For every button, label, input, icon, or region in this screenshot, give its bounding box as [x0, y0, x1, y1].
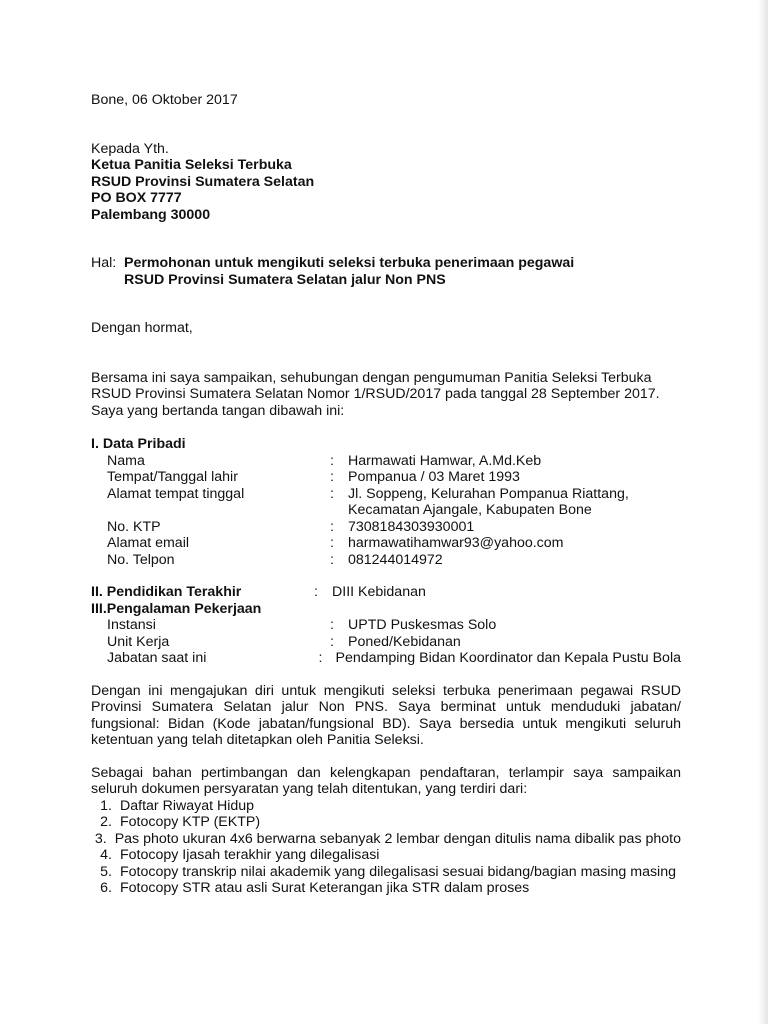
work-row-position — [91, 650, 681, 667]
education-heading: II. Pendidikan Terakhir — [91, 584, 242, 600]
list-text: Pas photo ukuran 4x6 berwarna sebanyak 2 lembar dengan ditulis nama dibalik pas photo — [114, 830, 681, 847]
field-colon: : — [330, 535, 334, 551]
personal-row-ktp — [91, 519, 681, 536]
list-item — [91, 864, 681, 881]
list-item — [91, 814, 681, 831]
recipient-line: PO BOX 7777 — [91, 190, 182, 206]
list-text: Fotocopy KTP (EKTP) — [120, 814, 261, 830]
field-value: Harmawati Hamwar, A.Md.Keb — [348, 452, 542, 469]
subject-line: RSUD Provinsi Sumatera Selatan jalur Non PNS — [124, 271, 446, 288]
education-section — [91, 584, 681, 601]
subject-block — [91, 255, 681, 288]
field-value — [348, 486, 681, 519]
field-colon: : — [330, 551, 334, 568]
field-label: Alamat email — [107, 535, 190, 551]
list-text: Fotocopy Ijasah terakhir yang dilegalisasi — [120, 847, 380, 863]
personal-row-phone — [91, 552, 681, 569]
recipient-line: RSUD Provinsi Sumatera Selatan — [91, 173, 315, 190]
field-value: harmawatihamwar93@yahoo.com — [348, 535, 564, 551]
work-heading: III.Pengalaman Pekerjaan — [91, 600, 262, 617]
personal-row-birth — [91, 469, 681, 486]
intro-line: Bersama ini saya sampaikan, sehubungan dengan pengumuman Panitia Seleksi Terbuka — [91, 369, 652, 386]
list-text: Daftar Riwayat Hidup — [120, 797, 255, 814]
field-colon: : — [330, 633, 334, 650]
intro-paragraph — [91, 370, 681, 420]
list-number: 3. — [94, 830, 107, 847]
list-item — [91, 847, 681, 864]
field-label: Tempat/Tanggal lahir — [107, 469, 238, 485]
list-item — [91, 798, 681, 815]
field-colon: : — [330, 452, 334, 469]
recipient-line: Ketua Panitia Seleksi Terbuka — [91, 157, 292, 173]
subject-text — [124, 255, 574, 288]
personal-row-address — [91, 486, 681, 519]
field-colon: : — [330, 485, 334, 502]
field-value: DIII Kebidanan — [332, 584, 426, 600]
address-line: Kecamatan Ajangale, Kabupaten Bone — [348, 502, 592, 518]
field-colon: : — [330, 617, 334, 633]
subject-line: Permohonan untuk mengikuti seleksi terbuka penerimaan pegawai — [124, 255, 575, 271]
list-number: 5. — [100, 863, 112, 880]
field-colon: : — [330, 469, 334, 485]
list-number: 6. — [100, 880, 112, 896]
personal-row-nama — [91, 453, 681, 470]
work-row-unit — [91, 634, 681, 651]
field-colon: : — [314, 584, 318, 600]
field-label: No. KTP — [107, 518, 161, 535]
work-row-instansi — [91, 617, 681, 634]
list-number: 4. — [100, 847, 112, 863]
letter-page — [91, 92, 681, 897]
list-item — [91, 880, 681, 897]
attachments-intro: Sebagai bahan pertimbangan dan kelengkapan pendaftaran, terlampir saya sampaikan seluruh dokumen persyaratan yang telah ditentukan, yang terdiri dari: — [91, 764, 681, 797]
field-colon: : — [318, 650, 323, 666]
field-label: Alamat tempat tinggal — [107, 485, 245, 502]
field-value: Pompanua / 03 Maret 1993 — [348, 469, 520, 485]
list-number: 1. — [100, 797, 112, 814]
list-text: Fotocopy STR atau asli Surat Keterangan jika STR dalam proses — [120, 880, 530, 896]
list-number: 2. — [100, 814, 112, 830]
field-value: 7308184303930001 — [348, 518, 475, 535]
field-label: Instansi — [107, 617, 156, 633]
work-section — [91, 601, 681, 667]
page-edge-shadow — [758, 0, 768, 1024]
intro-line: RSUD Provinsi Sumatera Selatan Nomor 1/RSUD/2017 pada tanggal 28 September 2017. — [91, 386, 660, 402]
recipient-block — [91, 141, 681, 224]
subject-label: Hal: — [91, 255, 117, 271]
recipient-line: Palembang 30000 — [91, 206, 211, 223]
personal-heading: I. Data Pribadi — [91, 436, 186, 452]
field-label: Nama — [107, 452, 145, 469]
field-value: UPTD Puskesmas Solo — [348, 617, 497, 633]
education-row — [91, 584, 681, 601]
date-line: Bone, 06 Oktober 2017 — [91, 92, 238, 108]
field-value: 081244014972 — [348, 551, 443, 568]
field-value: Pendamping Bidan Koordinator dan Kepala Pustu Bola — [335, 650, 681, 666]
field-label: No. Telpon — [107, 551, 175, 568]
body-paragraph: Dengan ini mengajukan diri untuk mengikuti seleksi terbuka penerimaan pegawai RSUD Provinsi Sumatera Selatan jalur Non PNS. Saya berminat untuk menduduki jabatan/ fungsional: Bidan (Kode jabatan/fungsional BD). Saya bersedia untuk mengikuti seluruh ketentuan yang telah ditetapkan oleh Panitia Seleksi. — [91, 682, 681, 748]
field-label: Unit Kerja — [107, 633, 170, 650]
address-line: Jl. Soppeng, Kelurahan Pompanua Riattang, — [348, 485, 629, 502]
field-label: Jabatan saat ini — [107, 650, 207, 666]
attachment-list — [91, 798, 681, 897]
list-item — [91, 831, 681, 848]
intro-line: Saya yang bertanda tangan dibawah ini: — [91, 402, 345, 419]
salutation: Dengan hormat, — [91, 320, 193, 336]
field-value: Poned/Kebidanan — [348, 633, 461, 650]
recipient-greeting: Kepada Yth. — [91, 140, 169, 157]
personal-row-email — [91, 535, 681, 552]
personal-section — [91, 436, 681, 568]
field-colon: : — [330, 518, 334, 535]
list-text: Fotocopy transkrip nilai akademik yang dilegalisasi sesuai bidang/bagian masing masing — [120, 863, 676, 880]
